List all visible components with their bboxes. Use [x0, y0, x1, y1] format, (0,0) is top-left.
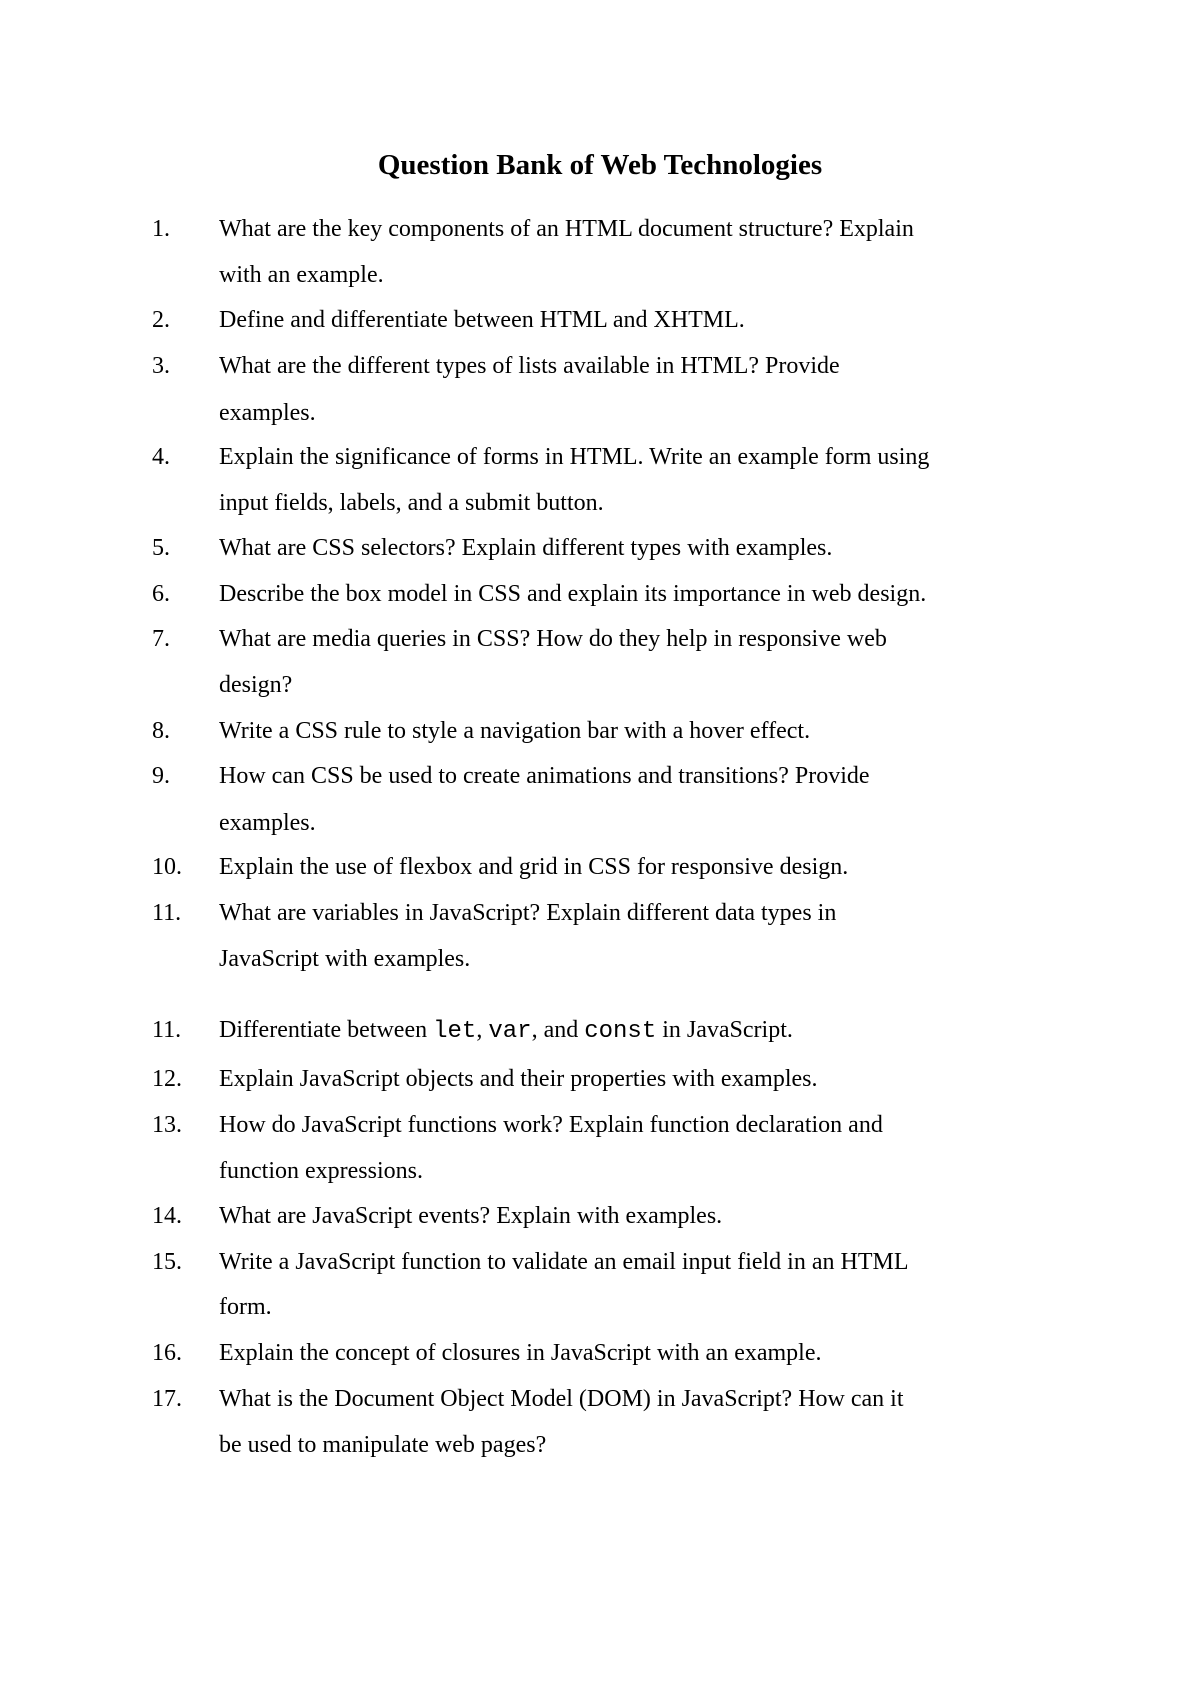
question-text: How can CSS be used to create animations and transitions? Provide [219, 763, 870, 789]
question-text: Explain the significance of forms in HTML. Write an example form using [219, 444, 930, 470]
question-text: form. [219, 1294, 272, 1320]
question-text: What are JavaScript events? Explain with examples. [219, 1203, 723, 1229]
question-text: Write a JavaScript function to validate an email input field in an HTML [219, 1249, 909, 1275]
question-text: What is the Document Object Model (DOM) in JavaScript? How can it [219, 1386, 904, 1412]
question-number: 17. [152, 1386, 182, 1412]
question-number: 6. [152, 581, 170, 607]
question-number: 10. [152, 854, 182, 880]
question-number: 9. [152, 763, 170, 789]
question-text: What are variables in JavaScript? Explain different data types in [219, 900, 837, 926]
question-text: with an example. [219, 262, 384, 288]
question-text: What are media queries in CSS? How do they help in responsive web [219, 626, 887, 652]
question-number: 11. [152, 900, 182, 926]
question-number: 5. [152, 535, 170, 561]
question-number: 15. [152, 1249, 182, 1275]
question-number: 14. [152, 1203, 182, 1229]
question-text: What are CSS selectors? Explain different types with examples. [219, 535, 833, 561]
question-text: What are the key components of an HTML document structure? Explain [219, 216, 914, 242]
question-text: Explain the use of flexbox and grid in CSS for responsive design. [219, 854, 849, 880]
question-text: What are the different types of lists available in HTML? Provide [219, 353, 840, 379]
question-number: 11. [152, 1017, 182, 1043]
code-keyword-var: var [488, 1018, 532, 1045]
question-text-segment: , [476, 1017, 489, 1043]
question-number: 1. [152, 216, 170, 242]
question-text: Explain the concept of closures in JavaScript with an example. [219, 1340, 822, 1366]
question-text: function expressions. [219, 1158, 423, 1184]
question-text [219, 1013, 793, 1049]
question-number: 2. [152, 307, 170, 333]
question-number: 4. [152, 444, 170, 470]
page-title: Question Bank of Web Technologies [377, 149, 823, 181]
question-text: input fields, labels, and a submit button. [219, 490, 604, 516]
code-keyword-const: const [584, 1018, 657, 1045]
question-text-segment: Differentiate between [219, 1017, 434, 1043]
question-text: examples. [219, 810, 316, 836]
question-number: 16. [152, 1340, 182, 1366]
question-text: How do JavaScript functions work? Explain function declaration and [219, 1112, 883, 1138]
question-text-segment: in JavaScript. [656, 1017, 793, 1043]
question-text: Explain JavaScript objects and their properties with examples. [219, 1066, 818, 1092]
question-text: Write a CSS rule to style a navigation bar with a hover effect. [219, 718, 811, 744]
question-text-segment: , and [531, 1017, 585, 1043]
question-number: 8. [152, 718, 170, 744]
code-keyword-let: let [433, 1018, 477, 1045]
question-number: 3. [152, 353, 170, 379]
question-text: design? [219, 672, 293, 698]
question-text: Define and differentiate between HTML and XHTML. [219, 307, 745, 333]
question-number: 7. [152, 626, 170, 652]
question-text: examples. [219, 400, 316, 426]
question-number: 13. [152, 1112, 182, 1138]
question-text: JavaScript with examples. [219, 946, 471, 972]
question-number: 12. [152, 1066, 182, 1092]
question-text: be used to manipulate web pages? [219, 1432, 547, 1458]
question-text: Describe the box model in CSS and explain its importance in web design. [219, 581, 927, 607]
